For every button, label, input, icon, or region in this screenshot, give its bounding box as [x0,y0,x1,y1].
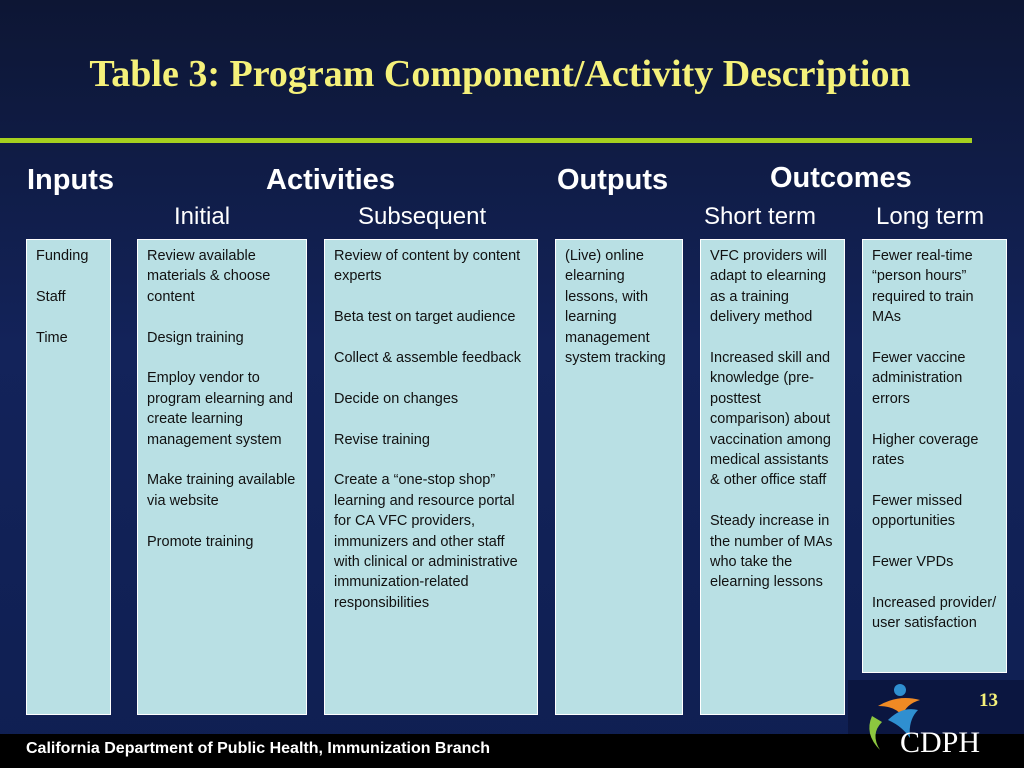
long-term-outcomes-box [862,239,1007,673]
list-item: Revise training [334,431,430,448]
outputs-box [555,239,683,715]
list-item: Increased skill and knowledge (pre- posttest comparison) about vaccination among medical assistants & other office staff [710,350,831,489]
initial-activities-box [137,239,307,715]
list-item: Funding [36,248,89,264]
header-inputs: Inputs [27,164,114,196]
header-activities: Activities [266,164,395,196]
cdph-figure-icon [858,676,1008,758]
list-item: Staff [36,288,66,305]
subheader-subsequent: Subsequent [358,203,487,230]
list-item: Steady increase in the number of MAs who take the elearning lessons [710,513,833,591]
list-item: Fewer vaccine administration errors [872,350,966,407]
list-item: Decide on changes [334,390,459,407]
list-item: Review of content by content experts [334,248,521,285]
subsequent-activities-box [324,239,538,715]
logo-text: CDPH [900,726,981,758]
list-item: VFC providers will adapt to elearning as a training delivery method [710,248,827,326]
list-item: Review available materials & choose content [147,248,271,305]
list-item: Employ vendor to program elearning and create learning management system [147,370,293,448]
list-item: Promote training [147,533,254,550]
footer-text: California Department of Public Health, Immunization Branch [26,740,491,757]
header-outcomes: Outcomes [770,162,912,194]
list-item: Higher coverage rates [872,431,979,469]
subheader-short-term: Short term [704,203,817,230]
list-item: (Live) online elearning lessons, with learning management system tracking [565,248,666,367]
list-item: Fewer missed opportunities [872,492,963,530]
inputs-box [26,239,111,715]
list-item: Collect & assemble feedback [334,350,521,366]
page-number: 13 [979,690,998,711]
list-item: Fewer real-time “person hours” required to train MAs [872,248,974,326]
header-outputs: Outputs [557,164,669,196]
list-item: Design training [147,329,244,346]
subheader-initial: Initial [174,203,231,230]
title-divider [0,138,972,143]
subheader-long-term: Long term [876,203,985,230]
cdph-logo [858,676,1008,763]
list-item: Make training available via website [147,472,296,509]
slide-title: Table 3: Program Component/Activity Description [89,53,911,95]
list-item: Create a “one-stop shop” learning and resource portal for CA VFC providers, immunizers and other staff with clinical or administrative immunization-related responsibilities [334,472,518,611]
list-item: Increased provider/ user satisfaction [872,594,997,632]
list-item: Time [36,329,68,346]
list-item: Beta test on target audience [334,309,516,326]
list-item: Fewer VPDs [872,554,954,571]
short-term-outcomes-box [700,239,845,715]
